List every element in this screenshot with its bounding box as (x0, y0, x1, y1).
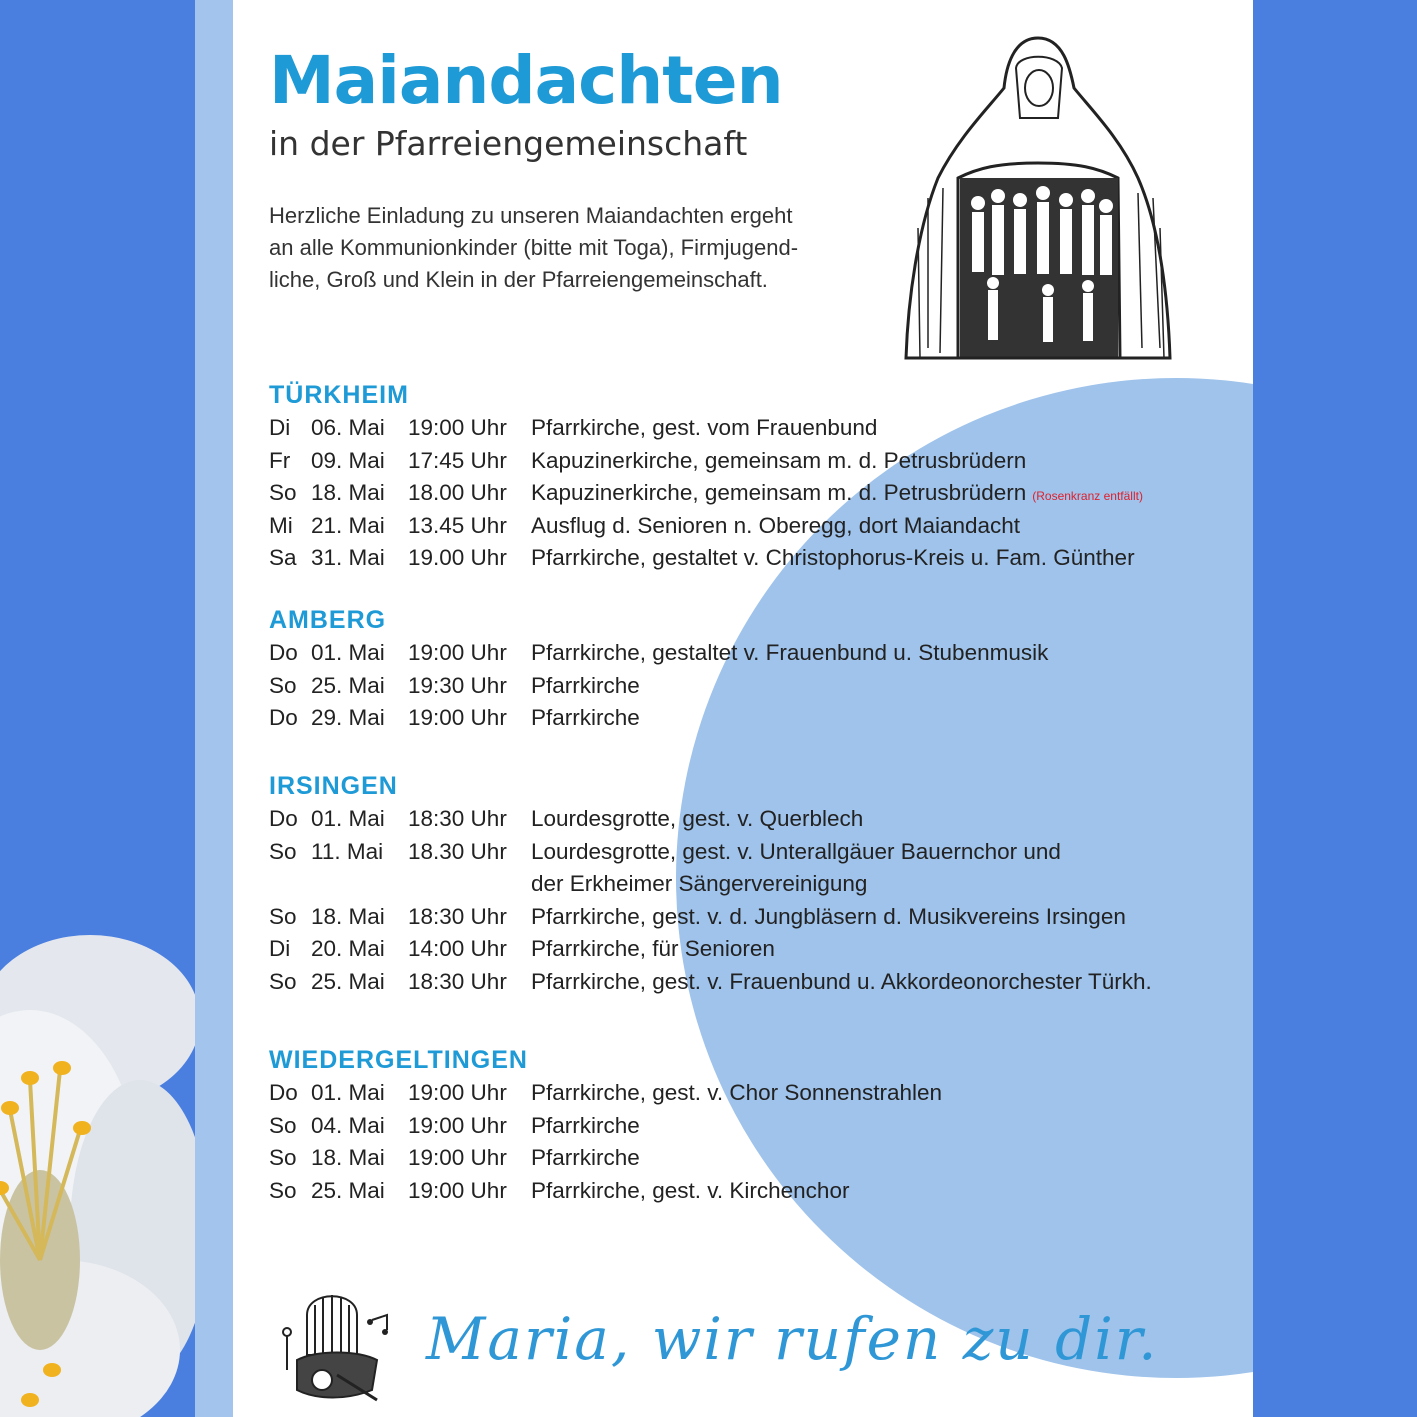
event-time: 18:30 Uhr (408, 806, 507, 831)
event-day: So (269, 1112, 297, 1138)
right-background (1253, 0, 1417, 1417)
section-title: IRSINGEN (269, 772, 398, 800)
event-time: 19:00 Uhr (408, 415, 507, 440)
event-day: So (269, 838, 297, 864)
event-date: 11. Mai (311, 838, 384, 864)
event-day: So (269, 1177, 297, 1203)
event-row (269, 637, 1049, 670)
event-description: Pfarrkirche, gest. vom Frauenbund (531, 415, 878, 440)
section-title: AMBERG (269, 606, 387, 634)
intro-line: Herzliche Einladung zu unseren Maiandachten ergeht (269, 203, 793, 228)
event-day: Di (269, 415, 291, 440)
event-date: 31. Mai (311, 545, 385, 570)
event-description: Pfarrkirche, gest. v. Frauenbund u. Akkordeonorchester Türkh. (531, 968, 1152, 994)
event-day: Do (269, 806, 298, 831)
event-description: Lourdesgrotte, gest. v. Querblech (531, 806, 864, 831)
event-time: 18.30 Uhr (408, 838, 507, 864)
event-description: Pfarrkirche (531, 1112, 640, 1138)
event-time: 19:30 Uhr (408, 672, 507, 698)
event-time: 13.45 Uhr (408, 512, 507, 538)
event-row (269, 445, 1027, 478)
event-row (269, 901, 1126, 934)
event-date: 18. Mai (311, 1145, 385, 1170)
intro-text (269, 200, 869, 296)
flyer-page (233, 0, 1253, 1417)
event-description: Pfarrkirche, gestaltet v. Frauenbund u. Stubenmusik (531, 640, 1049, 665)
event-row (269, 702, 640, 735)
section-tuerkheim (269, 378, 1143, 575)
page-title: Maiandachten (269, 42, 783, 119)
event-day: Do (269, 705, 298, 730)
event-time: 19:00 Uhr (408, 1145, 507, 1170)
event-date: 09. Mai (311, 447, 385, 473)
event-day: So (269, 480, 297, 505)
left-background (0, 0, 195, 1417)
intro-line: an alle Kommunionkinder (bitte mit Toga), Firmjugend- (269, 235, 799, 260)
event-row (269, 670, 640, 703)
event-day: Mi (269, 512, 293, 538)
event-time: 19:00 Uhr (408, 640, 507, 665)
intro-line: liche, Groß und Klein in der Pfarreiengemeinschaft. (269, 267, 768, 292)
event-description-continued: der Erkheimer Sängervereinigung (531, 871, 868, 896)
event-day: Sa (269, 545, 297, 570)
event-date: 25. Mai (311, 968, 385, 994)
event-description: Pfarrkirche, gest. v. Chor Sonnenstrahlen (531, 1080, 943, 1105)
event-date: 25. Mai (311, 1177, 385, 1203)
event-day: Di (269, 936, 291, 961)
section-title: WIEDERGELTINGEN (269, 1046, 528, 1074)
event-row (269, 477, 1143, 510)
event-date: 18. Mai (311, 903, 385, 929)
event-day: So (269, 672, 297, 698)
event-day: Fr (269, 447, 291, 473)
event-day: So (269, 1145, 297, 1170)
event-description: Pfarrkirche (531, 1145, 640, 1170)
event-date: 20. Mai (311, 936, 385, 961)
event-time: 18.00 Uhr (408, 480, 507, 505)
section-title: TÜRKHEIM (269, 381, 409, 409)
event-note: (Rosenkranz entfällt) (1032, 489, 1143, 503)
event-row (269, 542, 1135, 575)
event-row (269, 966, 1152, 999)
event-date: 06. Mai (311, 415, 385, 440)
event-row (269, 803, 864, 836)
event-time: 19:00 Uhr (408, 705, 507, 730)
event-date: 25. Mai (311, 672, 385, 698)
event-time: 14:00 Uhr (408, 936, 507, 961)
event-row (269, 1142, 640, 1175)
event-date: 18. Mai (311, 480, 385, 505)
event-date: 01. Mai (311, 1080, 385, 1105)
section-amberg (269, 603, 1049, 735)
event-description-with-note (531, 477, 1143, 513)
event-description: Kapuzinerkirche, gemeinsam m. d. Petrusbrüdern (531, 480, 1027, 505)
event-row (269, 836, 1061, 869)
event-description: Ausflug d. Senioren n. Oberegg, dort Maiandacht (531, 512, 1021, 538)
footer-motto: Maria, wir rufen zu dir. (426, 1305, 1159, 1373)
event-date: 01. Mai (311, 640, 385, 665)
event-day: So (269, 903, 297, 929)
event-time: 17:45 Uhr (408, 447, 507, 473)
event-description: Kapuzinerkirche, gemeinsam m. d. Petrusbrüdern (531, 447, 1027, 473)
event-description: Pfarrkirche, für Senioren (531, 936, 775, 961)
event-description: Pfarrkirche, gest. v. d. Jungbläsern d. Musikvereins Irsingen (531, 903, 1126, 929)
event-day: Do (269, 1080, 298, 1105)
event-date: 01. Mai (311, 806, 385, 831)
event-row (269, 1175, 850, 1208)
section-irsingen (269, 769, 1152, 998)
event-description: Lourdesgrotte, gest. v. Unterallgäuer Bauernchor und (531, 838, 1061, 864)
event-row (269, 1110, 640, 1143)
event-description: Pfarrkirche, gestaltet v. Christophorus-Kreis u. Fam. Günther (531, 545, 1135, 570)
event-time: 19:00 Uhr (408, 1177, 507, 1203)
flower-decoration (0, 930, 195, 1417)
event-time: 18:30 Uhr (408, 903, 507, 929)
organ-icon (277, 1280, 397, 1405)
event-date: 04. Mai (311, 1112, 385, 1138)
page-subtitle: in der Pfarreiengemeinschaft (269, 124, 748, 163)
event-time: 19.00 Uhr (408, 545, 507, 570)
event-date: 29. Mai (311, 705, 385, 730)
event-row (269, 510, 1021, 543)
event-description: Pfarrkirche, gest. v. Kirchenchor (531, 1177, 850, 1203)
section-wiedergeltingen (269, 1043, 943, 1207)
event-row (269, 933, 775, 966)
event-day: Do (269, 640, 298, 665)
event-time: 19:00 Uhr (408, 1112, 507, 1138)
event-row-continuation (269, 868, 868, 901)
event-row (269, 412, 878, 445)
event-time: 18:30 Uhr (408, 968, 507, 994)
event-description: Pfarrkirche (531, 705, 640, 730)
event-description: Pfarrkirche (531, 672, 640, 698)
event-time: 19:00 Uhr (408, 1080, 507, 1105)
event-row (269, 1077, 943, 1110)
madonna-illustration (898, 28, 1178, 368)
event-day: So (269, 968, 297, 994)
event-date: 21. Mai (311, 512, 385, 538)
left-stripe (195, 0, 233, 1417)
